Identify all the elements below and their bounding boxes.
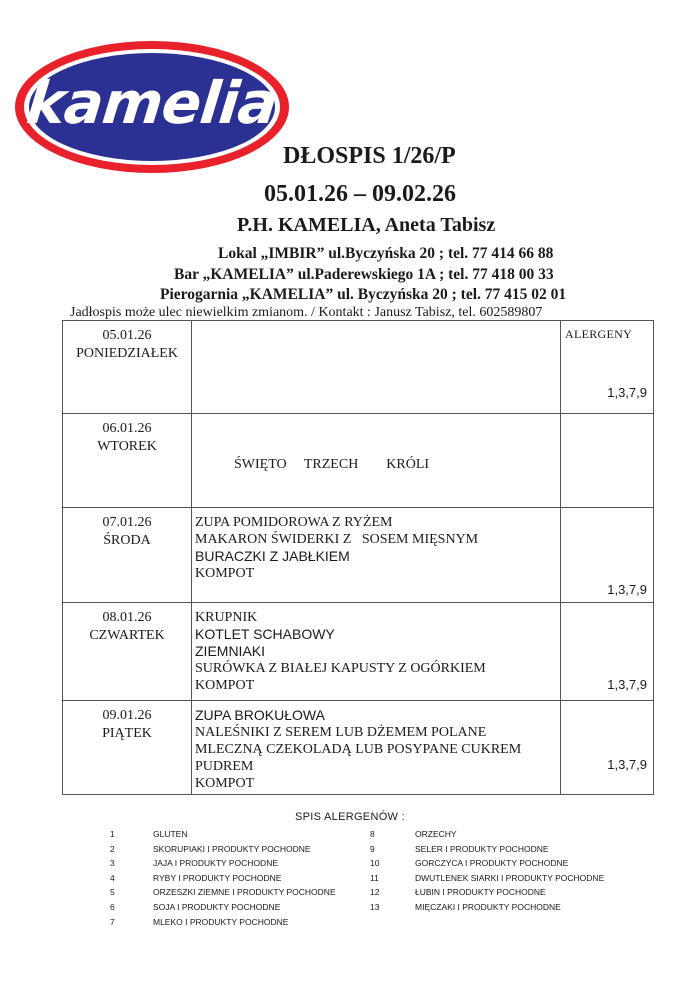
day-date: 07.01.26 [102,515,152,530]
allergen-name: SOJA I PRODUKTY POCHODNE [153,902,281,912]
allergen-name: DWUTLENEK SIARKI I PRODUKTY POCHODNE [415,873,605,883]
allergen-number: 7 [110,917,115,927]
dish-item: KOMPOT [195,566,255,581]
day-weekday: WTOREK [97,439,157,454]
day-date: 05.01.26 [102,328,152,343]
menu-table [62,320,654,795]
dish-item: BURACZKI Z JABŁKIEM [195,548,350,564]
dish-cell [192,414,561,507]
allergen-cell [561,508,653,602]
allergen-number: 9 [370,844,375,854]
allergen-name: RYBY I PRODUKTY POCHODNE [153,873,282,883]
table-row [63,602,653,700]
dish-item: MAKARON ŚWIDERKI Z SOSEM MIĘSNYM [195,532,479,547]
dish-cell [192,508,561,602]
logo-text: kamelia [23,69,281,137]
dish-cell [192,701,561,794]
table-row [63,507,653,602]
dish-item: KOMPOT [195,678,255,693]
holiday-text: ŚWIĘTO TRZECH KRÓLI [234,457,430,472]
allergen-number: 10 [370,858,380,868]
allergen-number: 13 [370,902,380,912]
allergen-name: GLUTEN [153,829,188,839]
allergen-name: ORZECHY [415,829,457,839]
allergen-number: 5 [110,887,115,897]
allergen-list-title: SPIS ALERGENÓW : [295,811,405,823]
allergen-number: 11 [370,873,379,883]
day-cell [63,414,192,507]
allergen-name: ORZESZKI ZIEMNE I PRODUKTY POCHODNE [153,887,336,897]
allergen-name: MLEKO I PRODUKTY POCHODNE [153,917,289,927]
day-cell [63,603,192,700]
dish-item: KOTLET SCHABOWY [195,626,335,642]
day-weekday: ŚRODA [103,533,151,548]
allergen-number: 3 [110,858,115,868]
location-pierogarnia: Pierogarnia „KAMELIA” ul. Byczyńska 20 ; tel. 77 415 02 01 [160,286,567,303]
day-cell [63,508,192,602]
allergen-number: 4 [110,873,115,883]
allergen-name: SKORUPIAKI I PRODUKTY POCHODNE [153,844,311,854]
allergen-codes: 1,3,7,9 [607,385,647,400]
day-cell [63,701,192,794]
allergen-codes: 1,3,7,9 [607,757,647,772]
allergen-name: ŁUBIN I PRODUKTY POCHODNE [415,887,546,897]
allergens-header: ALERGENY [565,327,633,341]
allergen-name: JAJA I PRODUKTY POCHODNE [153,858,279,868]
kamelia-logo [14,40,290,174]
allergen-name: SELER I PRODUKTY POCHODNE [415,844,549,854]
dish-item: SURÓWKA Z BIAŁEJ KAPUSTY Z OGÓRKIEM [195,661,486,676]
allergen-name: MIĘCZAKI I PRODUKTY POCHODNE [415,902,561,912]
allergen-number: 2 [110,844,115,854]
dish-cell [192,603,561,700]
day-weekday: PIĄTEK [102,726,152,741]
dish-item: ZIEMNIAKI [195,643,266,659]
company-name: P.H. KAMELIA, Aneta Tabisz [237,214,496,236]
allergen-codes: 1,3,7,9 [607,582,647,597]
menu-dates: 05.01.26 – 09.02.26 [264,181,456,207]
dish-item: KOMPOT [195,776,255,791]
dish-item: KRUPNIK [195,610,258,625]
day-cell [63,321,192,413]
day-weekday: PONIEDZIAŁEK [76,346,178,361]
dish-item: MLECZNĄ CZEKOLADĄ LUB POSYPANE CUKREM [195,742,522,757]
table-row [63,321,653,413]
allergen-number: 12 [370,887,380,897]
table-row [63,700,653,794]
day-weekday: CZWARTEK [89,628,165,643]
location-bar: Bar „KAMELIA” ul.Paderewskiego 1A ; tel. 77 418 00 33 [174,266,554,283]
allergen-name: GORCZYCA I PRODUKTY POCHODNE [415,858,569,868]
allergen-codes: 1,3,7,9 [607,677,647,692]
allergen-cell [561,701,653,794]
day-date: 08.01.26 [102,610,152,625]
menu-note: Jadłospis może ulec niewielkim zmianom. / Kontakt : Janusz Tabisz, tel. 602589807 [70,305,543,320]
allergen-cell [561,603,653,700]
table-row [63,413,653,507]
day-date: 09.01.26 [102,708,152,723]
allergen-number: 6 [110,902,115,912]
dish-item: ZUPA BROKUŁOWA [195,707,325,723]
dish-item: ZUPA POMIDOROWA Z RYŻEM [195,515,393,530]
allergen-number: 1 [110,829,115,839]
location-imbir: Lokal „IMBIR” ul.Byczyńska 20 ; tel. 77 414 66 88 [218,245,554,262]
dish-item: PUDREM [195,759,254,774]
allergen-cell [561,414,653,507]
dish-cell [192,321,561,413]
menu-title: DŁOSPIS 1/26/P [283,143,456,169]
day-date: 06.01.26 [102,421,152,436]
allergen-number: 8 [370,829,375,839]
dish-item: NALEŚNIKI Z SEREM LUB DŻEMEM POLANE [195,725,487,740]
allergen-cell [561,321,653,413]
